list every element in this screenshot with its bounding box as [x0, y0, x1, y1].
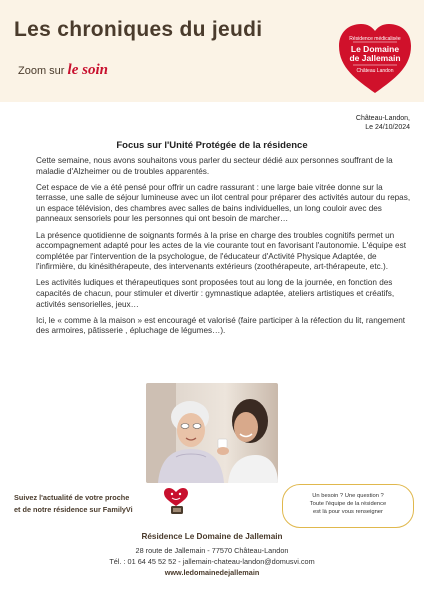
logo-name-line2: de Jallemain: [349, 53, 401, 63]
logo-tagline: Résidence médicalisée: [349, 36, 401, 42]
paragraph: Cette semaine, nous avons souhaitons vous parler du secteur dédié aux personnes souffrant de la maladie d'Alzheimer ou de troubles apparentés.: [36, 156, 393, 176]
contact-bubble-text: [283, 492, 413, 517]
zoom-topic: le soin: [67, 62, 108, 78]
logo-name: [337, 45, 413, 63]
paragraph: Ici, le « comme à la maison » est encouragé et valorisé (faire participer à la réfection du lit, rangement des armoires, pâtisserie , épluchage de légumes…).: [36, 315, 406, 336]
contact-line2: Toute l'équipe de la résidence: [309, 501, 387, 508]
date-value: Le 24/10/2024: [365, 124, 410, 131]
footer-contact[interactable]: Tél. : 01 64 45 52 52 - jallemain-chateau-landon@domusvi.com: [109, 556, 315, 566]
footer-residence-name: Résidence Le Domaine de Jallemain: [141, 532, 283, 541]
familyvi-promo: [14, 492, 133, 516]
article-body: [36, 156, 412, 342]
date-block: [356, 114, 410, 132]
footer-address: 28 route de Jallemain - 77570 Château-Landon: [135, 546, 289, 555]
contact-line1: Un besoin ? Une question ?: [312, 493, 384, 499]
zoom-prefix: Zoom sur: [18, 65, 65, 77]
zoom-subtitle: [18, 62, 108, 79]
contact-line3: est là pour vous renseigner: [313, 509, 383, 516]
familyvi-mascot-icon: [159, 486, 193, 520]
paragraph: La présence quotidienne de soignants formés à la prise en charge des troubles cognitifs permet un accompagnement adapté pour les actes de la vie courante tout en favorisant l'autonomie. L'équipe est complétée par l'intervention de la psychologue, de l'éducateur d'Activité Physique Adaptée, de l'infirmière, du kinésithérapeute, des intervenants extérieurs (zoothérapeute, art-thérapeute, etc.).: [36, 230, 406, 272]
familyvi-line2: et de notre résidence sur FamilyVi: [14, 505, 133, 514]
paragraph: Cet espace de vie a été pensé pour offrir un cadre rassurant : une large baie vitrée donne sur la terrasse, une salle de séjour lumineuse avec un ilot central pour préparer des activités autour du repas, un espace télévision, des chambres avec salles de bains individuelles, un long couloir avec des panneaux sensoriels pour les personnes qui ont besoin de marcher…: [36, 182, 411, 224]
date-place: Château-Landon,: [355, 115, 410, 122]
familyvi-line1: Suivez l'actualité de votre proche: [14, 493, 130, 502]
footer: [0, 532, 424, 578]
residence-logo: [337, 22, 413, 94]
photo-illustration: [146, 383, 278, 483]
page-title: Les chroniques du jeudi: [14, 18, 263, 41]
residents-photo: [146, 383, 278, 483]
article-title: Focus sur l'Unité Protégée de la résidence: [116, 140, 308, 151]
footer-website-link[interactable]: www.ledomainedejallemain: [164, 567, 260, 577]
logo-location: Château Landon: [356, 68, 394, 74]
paragraph: Les activités ludiques et thérapeutiques sont proposées tout au long de la journée, en fonction des capacités de chacun, pour stimuler et divertir : gymnastique adaptée, ateliers artistiques et créatifs, activités sensorielles, jeux…: [36, 278, 395, 309]
contact-bubble: [282, 484, 414, 528]
logo-name-line1: Le Domaine: [350, 44, 400, 54]
